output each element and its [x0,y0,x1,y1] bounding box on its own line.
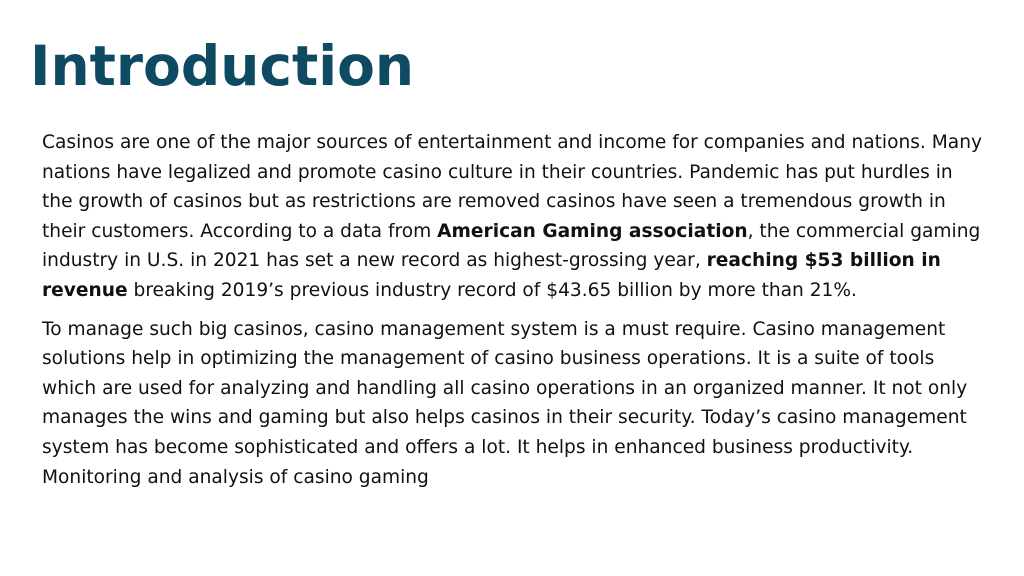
paragraph-intro-text-c: breaking 2019’s previous industry record of $43.65 billion by more than 21%. [127,279,857,301]
paragraph-intro [42,128,987,306]
emphasis-american-gaming-association: American Gaming association [437,220,748,242]
paragraph-intro-text-b: , the commercial gaming industry in U.S. in 2021 has set a new record as highest-grossing year, [42,220,981,272]
slide-title: Introduction [30,34,415,98]
paragraph-intro-text-a: Casinos are one of the major sources of entertainment and income for companies and nations. Many nations have legalized and promote casino culture in their countries. Pandemic has put hurdles in the growth of casinos but as restrictions are removed casinos have seen a tremendous growth in their customers. According to a data from [42,132,982,242]
slide-body [42,128,987,492]
paragraph-management-system: To manage such big casinos, casino management system is a must require. Casino management solutions help in optimizing the management of casino business operations. It is a suite of tools which are used for analyzing and handling all casino operations in an organized manner. It not only manages the wins and gaming but also helps casinos in their security. Today’s casino management system has become sophisticated and offers a lot. It helps in enhanced business productivity. Monitoring and analysis of casino gaming [42,318,968,488]
emphasis-revenue: reaching $53 billion in revenue [42,250,941,301]
